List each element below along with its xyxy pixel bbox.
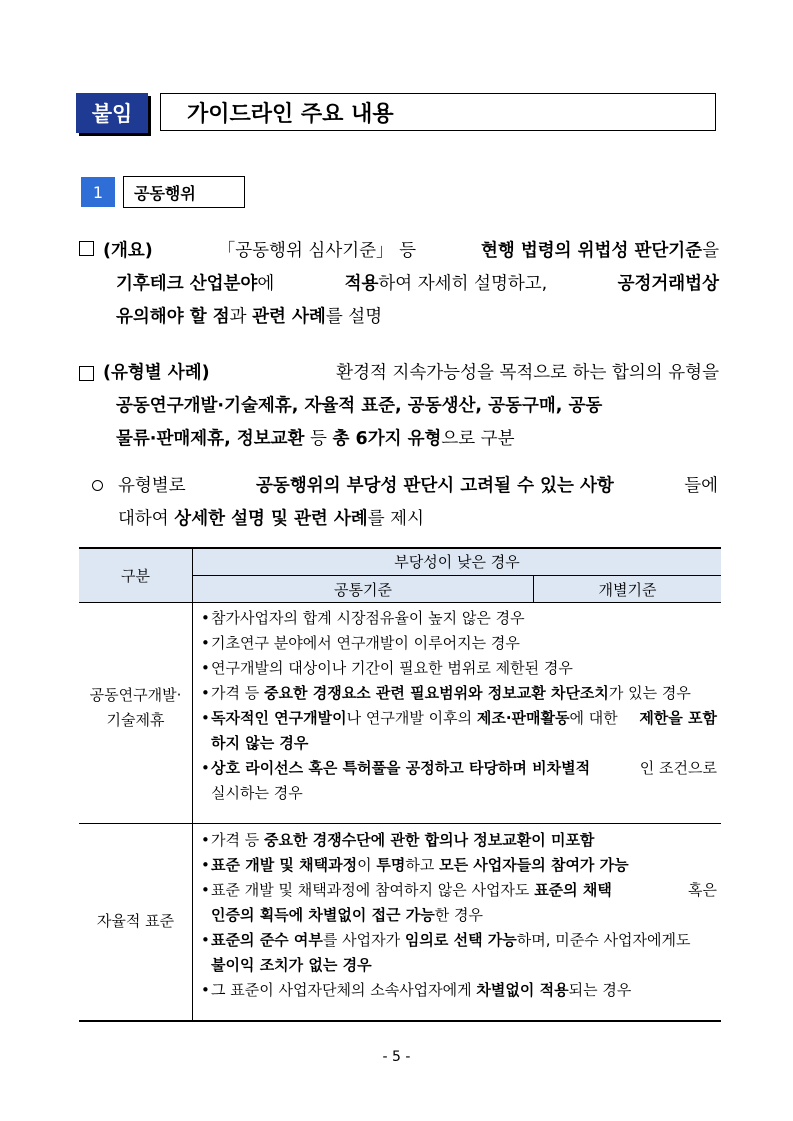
page-title [160, 93, 716, 131]
overview-line-1 [103, 235, 719, 268]
header-common-cell [193, 576, 533, 602]
text-span: 대하여 [118, 509, 169, 529]
text-span: 공동행위의 부당성 판단시 고려될 수 있는 사항 [256, 476, 614, 496]
text-span: 를 설명 [325, 307, 383, 327]
list-item: •표준 개발 및 채택과정이 투명하고 모든 사업자들의 참여가 가능 [201, 856, 629, 874]
row2-criteria [201, 828, 717, 1003]
header-common: 공통기준 [334, 580, 392, 599]
types-line-2: 공동연구개발·기술제휴, 자율적 표준, 공동생산, 공동구매, 공동 [116, 396, 603, 416]
header-category: 구분 [121, 566, 150, 585]
overview-line-2 [103, 268, 719, 301]
list-item-continued: 실시하는 경우 [211, 784, 303, 802]
list-item: •표준의 준수 여부를 사업자가 임의로 선택 가능하며, 미준수 사업자에게도 [201, 931, 691, 949]
list-item-continued: 인증의 획득에 차별없이 접근 가능한 경우 [211, 906, 484, 924]
text-span: 들에 [684, 476, 718, 496]
header-bottom-border [79, 602, 721, 603]
list-item-continued: 불이익 조치가 없는 경우 [211, 956, 372, 974]
details-paragraph [118, 470, 718, 536]
text-span: 적용하여 자세히 설명하고, [344, 274, 548, 294]
header-category-cell [79, 548, 192, 602]
text-span: 총 6가지 유형 [332, 429, 442, 449]
types-line-1 [103, 357, 719, 390]
table-bottom-border [79, 1020, 721, 1022]
circle-bullet [92, 480, 103, 491]
list-item-continued: 하지 않는 경우 [211, 734, 309, 752]
list-item: •연구개발의 대상이나 기간이 필요한 범위로 제한된 경우 [201, 659, 573, 677]
checkbox-bullet-2 [79, 366, 94, 381]
overview-line-3 [103, 301, 719, 334]
types-label: (유형별 사례) [103, 363, 210, 383]
text-span: 물류·판매제휴, 정보교환 [116, 429, 305, 449]
header-group-cell [193, 548, 721, 575]
section-title-text: 공동행위 [134, 183, 196, 203]
list-item: •기초연구 분야에서 연구개발이 이루어지는 경우 [201, 634, 520, 652]
types-paragraph [103, 357, 719, 456]
list-item: •표준 개발 및 채택과정에 참여하지 않은 사업자도 표준의 채택 혹은 [201, 881, 717, 899]
attachment-badge: 붙임 [76, 93, 148, 133]
text-span: 유의해야 할 점 [116, 307, 230, 327]
header-individual: 개별기준 [598, 580, 657, 599]
list-item: •참가사업자의 합계 시장점유율이 높지 않은 경우 [201, 609, 525, 627]
text-span: 과 [229, 307, 247, 327]
page-title-text: 가이드라인 주요 내용 [187, 101, 394, 127]
section-number: 1 [81, 177, 115, 207]
page-number: - 5 - [382, 1049, 411, 1065]
text-span: 환경적 지속가능성을 목적으로 하는 합의의 유형을 [336, 363, 719, 383]
text-span: 를 제시 [367, 509, 424, 529]
header-column-divider [533, 576, 534, 602]
details-line-1 [118, 470, 718, 503]
overview-paragraph [103, 235, 719, 334]
text-span: 유형별로 [118, 476, 186, 496]
checkbox-bullet-1 [79, 241, 94, 256]
row1-category [79, 683, 192, 733]
types-line-3 [103, 423, 719, 456]
row2-category-text: 자율적 표준 [96, 912, 175, 930]
section-title [123, 176, 245, 208]
details-line-2 [118, 503, 718, 536]
list-item: •독자적인 연구개발이나 연구개발 이후의 제조·판매활동에 대한 제한을 포함 [201, 709, 717, 727]
row-divider [79, 823, 721, 824]
column-divider [192, 548, 193, 1021]
text-span: 「공동행위 심사기준」 등 [217, 241, 417, 261]
header-mid-border [193, 575, 721, 576]
list-item: •가격 등 중요한 경쟁수단에 관한 합의나 정보교환이 미포함 [201, 831, 595, 849]
overview-label: (개요) [103, 241, 153, 261]
text-span: 관련 사례 [252, 307, 326, 327]
row2-category [79, 909, 192, 934]
text-span: 등 [310, 429, 327, 449]
text-span: 상세한 설명 및 관련 사례 [174, 509, 368, 529]
text-span: 공정거래법상 [617, 274, 719, 294]
list-item: •그 표준이 사업자단체의 소속사업자에게 차별없이 적용되는 경우 [201, 981, 632, 999]
list-item: •상호 라이선스 혹은 특허풀을 공정하고 타당하며 비차별적 인 조건으로 [201, 759, 717, 777]
text-span: 기후테크 산업분야에 [116, 274, 275, 294]
header-group: 부당성이 낮은 경우 [394, 553, 520, 571]
list-item: •가격 등 중요한 경쟁요소 관련 필요범위와 정보교환 차단조치가 있는 경우 [201, 684, 691, 702]
table-top-border [79, 547, 721, 549]
text-span: 현행 법령의 위법성 판단기준을 [480, 241, 719, 261]
row1-category-line-2: 기술제휴 [106, 711, 165, 729]
row1-category-line-1: 공동연구개발· [89, 686, 182, 704]
header-individual-cell [534, 576, 721, 602]
row1-criteria [201, 606, 717, 806]
text-span: 으로 구분 [441, 429, 515, 449]
